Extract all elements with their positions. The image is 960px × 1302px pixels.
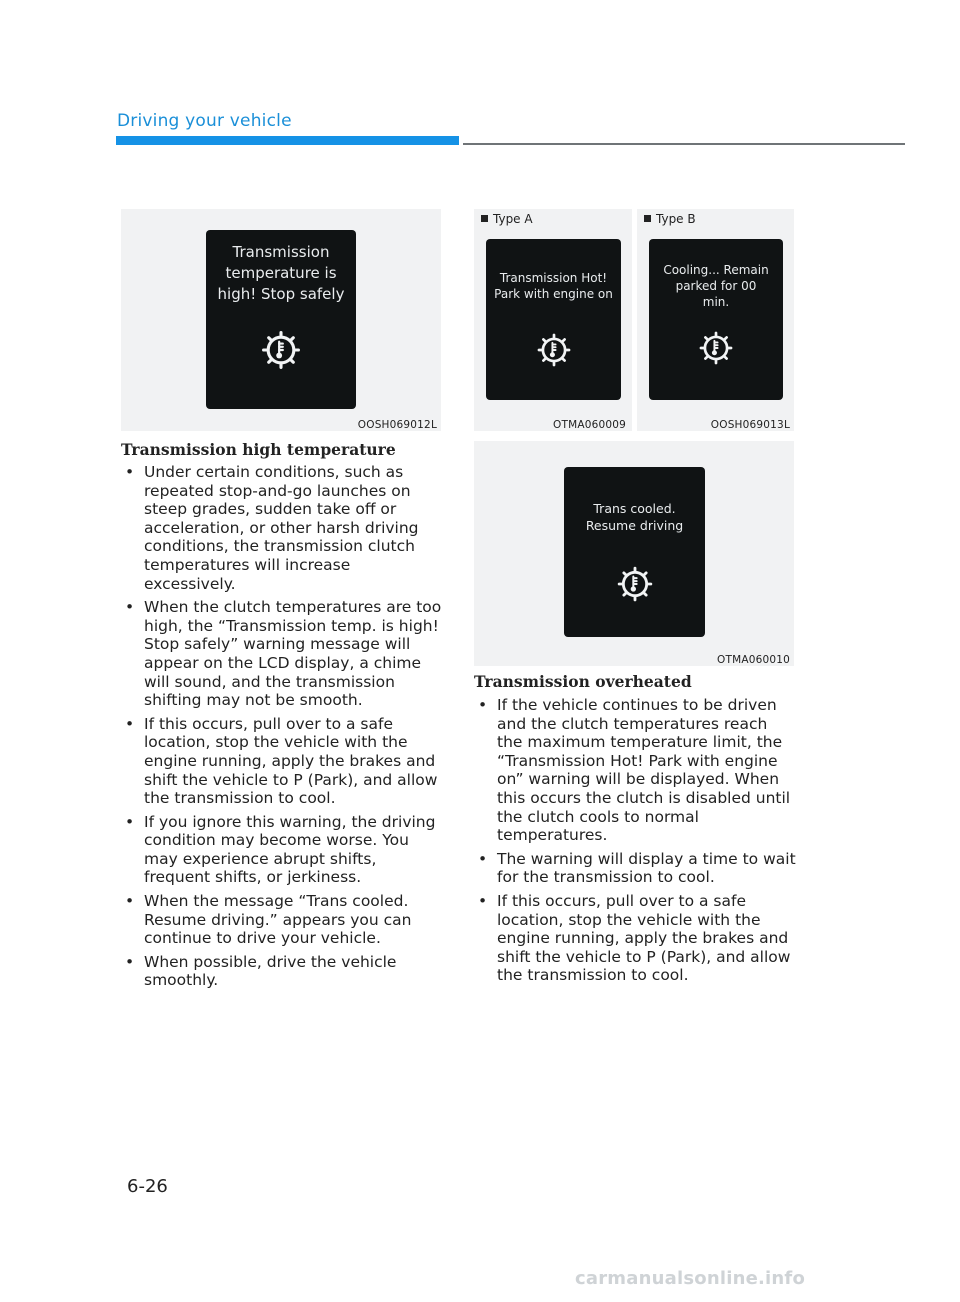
lcd-message: Transmission temperature is high! Stop safely (217, 243, 345, 303)
transmission-temperature-icon (535, 331, 573, 369)
list-item: • If this occurs, pull over to a safe location, stop the vehicle with the engine running, apply the brakes and shift the vehicle to P (Park), and allow the transmission to cool. (121, 715, 443, 808)
lcd-display (649, 239, 783, 400)
transmission-temperature-icon (697, 329, 735, 367)
list-item: • The warning will display a time to wait for the transmission to cool. (474, 850, 796, 887)
figure-code: OOSH069012L (357, 419, 437, 431)
lcd-display (564, 467, 705, 637)
list-item: • If the vehicle continues to be driven and the clutch temperatures reach the maximum temperature limit, the “Transmission Hot! Park with engine on” warning will be displayed. When this occurs the clutch is disabled until the clutch cools to normal temperatures. (474, 696, 796, 845)
figure-code: OTMA060010 (716, 654, 790, 666)
list-item: • When possible, drive the vehicle smoothly. (121, 953, 443, 990)
list-item: • When the message “Trans cooled. Resume driving.” appears you can continue to drive your vehicle. (121, 892, 443, 948)
header-rule-blue (116, 136, 459, 145)
figure-code: OTMA060009 (552, 419, 626, 431)
lcd-message: Cooling... Remain parked for 00 min. (663, 263, 769, 309)
type-a-label: Type A (481, 212, 533, 226)
figure-trans-cooled (474, 441, 794, 666)
section-title: Driving your vehicle (117, 111, 292, 131)
section-heading-high-temperature: Transmission high temperature (121, 440, 396, 459)
figure-type-b (637, 209, 794, 431)
square-bullet-icon (644, 215, 651, 222)
lcd-message: Trans cooled. Resume driving (585, 501, 684, 533)
transmission-temperature-icon (259, 328, 303, 372)
list-item: • Under certain conditions, such as repeated stop-and-go launches on steep grades, sudden take off or acceleration, or other harsh driving conditions, the transmission clutch temperatures will increase excessively. (121, 463, 443, 593)
lcd-display (486, 239, 621, 400)
list-item: • When the clutch temperatures are too high, the “Transmission temp. is high! Stop safely” warning message will appear on the LCD display, a chime will sound, and the transmission shifting may not be smooth. (121, 598, 443, 710)
header-rule-grey (463, 143, 905, 145)
figure-transmission-temp-high (121, 209, 441, 431)
watermark: carmanualsonline.info (575, 1268, 806, 1289)
bullet-list-high-temperature (121, 463, 443, 995)
bullet-list-overheated (474, 696, 796, 990)
list-item: • If you ignore this warning, the driving condition may become worse. You may experience abrupt shifts, frequent shifts, or jerkiness. (121, 813, 443, 887)
square-bullet-icon (481, 215, 488, 222)
type-b-label: Type B (644, 212, 696, 226)
transmission-temperature-icon (615, 564, 655, 604)
figure-type-a (474, 209, 632, 431)
section-heading-overheated: Transmission overheated (474, 672, 692, 691)
list-item: • If this occurs, pull over to a safe location, stop the vehicle with the engine running, apply the brakes and shift the vehicle to P (Park), and allow the transmission to cool. (474, 892, 796, 985)
lcd-message: Transmission Hot! Park with engine on (494, 271, 613, 301)
page-number: 6-26 (127, 1176, 168, 1197)
figure-code: OOSH069013L (710, 419, 790, 431)
lcd-display (206, 230, 356, 409)
